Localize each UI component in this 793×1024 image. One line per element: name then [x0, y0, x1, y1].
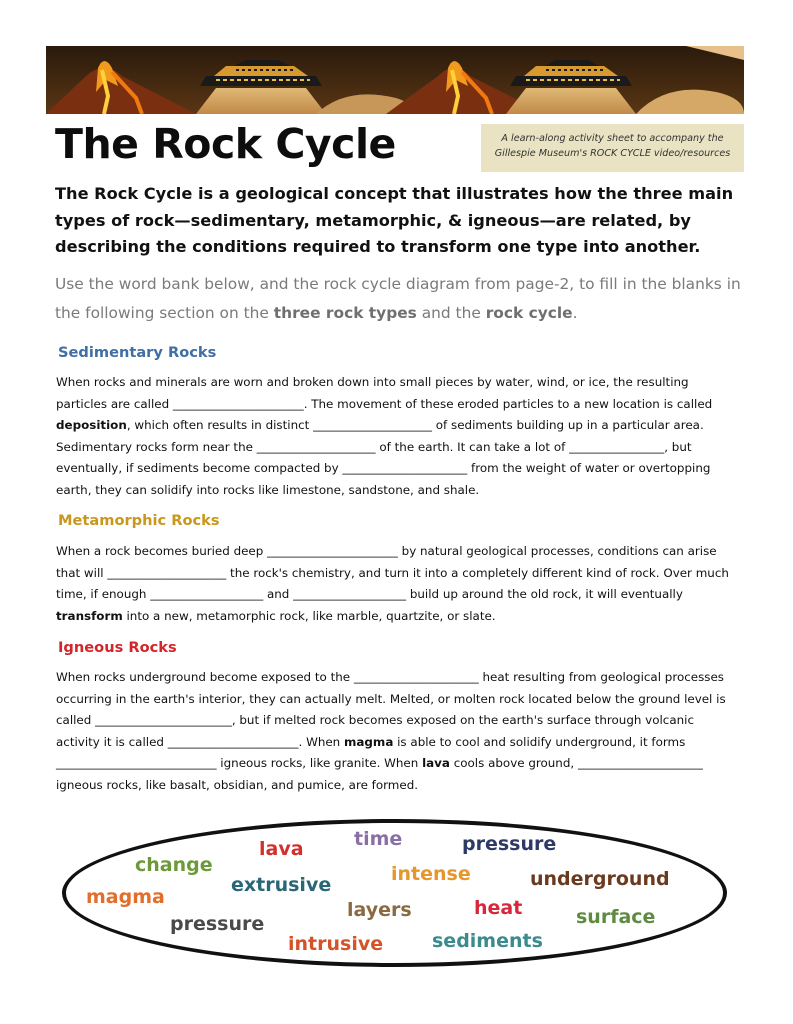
instructions-bold-2: rock cycle [485, 303, 573, 322]
sedimentary-paragraph [56, 372, 736, 501]
sedimentary-heading: Sedimentary Rocks [58, 344, 217, 361]
callout-line-1: A learn-along activity sheet to accompany the [501, 133, 724, 144]
igneous-bold-1: magma [344, 734, 394, 749]
metamorphic-text-1: When a rock becomes buried deep ______________________ by natural geological processes, conditions can arise that will ____________________ the rock's chemistry, and turn it into a completely different kind of rock. Over much time, if enough ___________________ and ___________________ build up around the old rock, it will eventually [56, 544, 729, 601]
instructions-bold-1: three rock types [273, 303, 417, 322]
igneous-paragraph [56, 667, 736, 796]
word-bank-word: time [354, 828, 403, 850]
igneous-heading: Igneous Rocks [58, 639, 177, 656]
callout-line-2: Gillespie Museum's ROCK CYCLE video/resources [494, 148, 731, 159]
metamorphic-text-2: into a new, metamorphic rock, like marble, quartzite, or slate. [122, 608, 496, 623]
page-title: The Rock Cycle [55, 120, 396, 168]
word-bank-word: underground [530, 868, 670, 890]
word-bank-word: pressure [170, 913, 265, 935]
igneous-text-1: When rocks underground become exposed to the _____________________ heat resulting from geological processes occurring in the earth's interior, they can actually melt. Melted, or molten rock located below the ground level is called _______________________, but if melted rock becomes exposed on the earth's surface through volcanic activity it is called ______________________. When [56, 670, 726, 749]
word-bank-word: pressure [462, 833, 557, 855]
word-bank-word: layers [347, 899, 412, 921]
word-bank-word: heat [474, 897, 523, 919]
volcano-illustration [46, 46, 744, 114]
word-bank-word: surface [576, 906, 656, 928]
word-bank-word: change [135, 854, 213, 876]
igneous-bold-2: lava [422, 756, 450, 770]
word-bank-word: magma [86, 886, 165, 908]
word-bank-word: intrusive [288, 933, 384, 955]
word-bank-word: intense [391, 863, 471, 885]
sedimentary-bold-1: deposition [56, 418, 127, 432]
word-bank-word: extrusive [231, 874, 332, 896]
sedimentary-text-1: When rocks and minerals are worn and broken down into small pieces by water, wind, or ice, the resulting particles are called ______________________. The movement of these eroded particles to a new location is called [56, 375, 713, 411]
metamorphic-heading: Metamorphic Rocks [58, 512, 220, 529]
word-bank-word: lava [259, 838, 304, 860]
instructions-text-3: . [572, 303, 578, 322]
instructions-text-1: Use the word bank below, and the rock cycle diagram from page-2, to fill in the blanks in the following section on the [55, 275, 741, 322]
igneous-text-2: is able to cool and solidify underground, it forms ___________________________ igneous rocks, like granite. When [56, 734, 686, 770]
metamorphic-paragraph [56, 541, 736, 627]
sedimentary-text-2: , which often results in distinct ____________________ of sediments building up in a particular area. Sedimentary rocks form near the ____________________ of the earth. It can take a lot of ________________, but eventually, if sediments become compacted by _____________________ from the weight of water or overtopping earth, they can solidify into rocks like limestone, sandstone, and shale. [56, 418, 711, 497]
header-banner-illustration [46, 46, 744, 114]
instructions-text-2: and the [416, 303, 486, 322]
igneous-text-3: cools above ground, _____________________ igneous rocks, like basalt, obsidian, and pumice, are formed. [56, 756, 703, 792]
instructions-paragraph [55, 270, 745, 327]
activity-sheet-callout [481, 124, 744, 172]
word-bank-word: sediments [432, 930, 543, 952]
intro-paragraph: The Rock Cycle is a geological concept that illustrates how the three main types of rock—sedimentary, metamorphic, & igneous—are related, by describing the conditions required to transform one type into another. [55, 184, 734, 256]
metamorphic-bold-1: transform [56, 608, 123, 623]
